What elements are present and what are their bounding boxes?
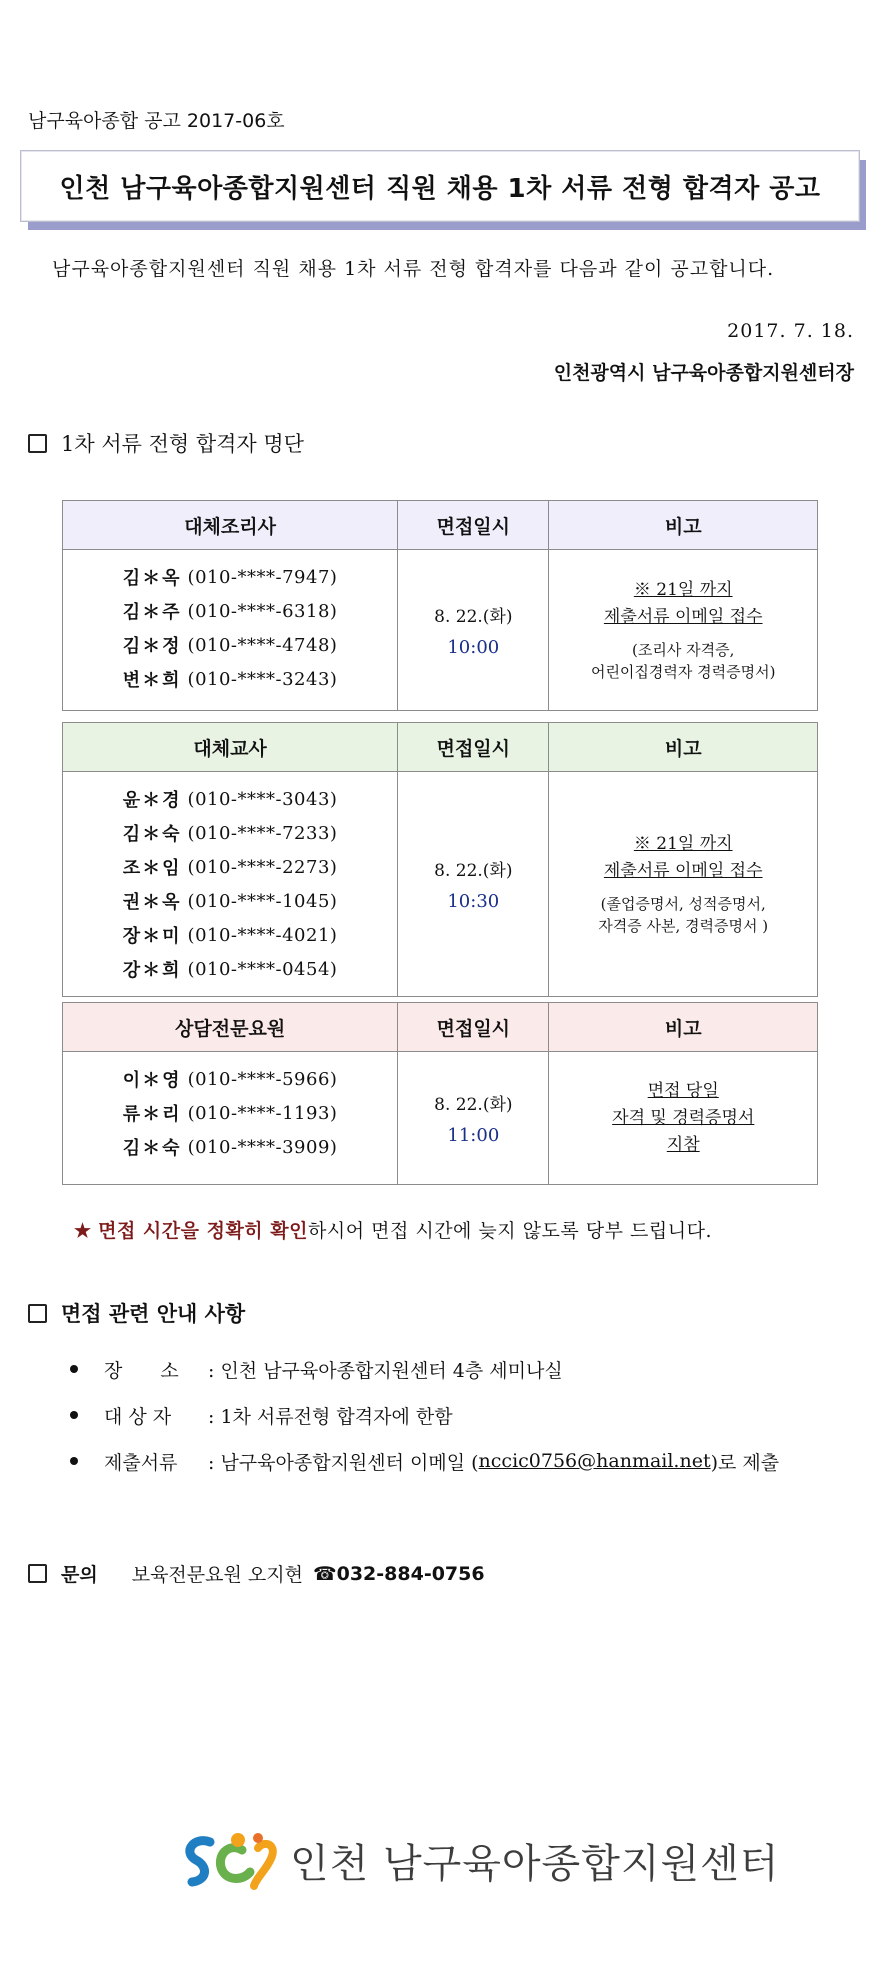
- list-item: 이＊영 (010-****-5966): [122, 1068, 338, 1091]
- list-item: [70, 1346, 779, 1392]
- checkbox-square-icon: [28, 1564, 47, 1583]
- remarks-cell: [549, 1052, 818, 1185]
- remark-detail: (조리사 자격증,: [632, 641, 735, 659]
- section-interview-info-heading: [28, 1298, 245, 1328]
- info-label: 제출서류: [104, 1451, 178, 1474]
- list-item: 김＊옥 (010-****-7947): [122, 566, 338, 589]
- list-item: 김＊정 (010-****-4748): [122, 634, 338, 657]
- interview-datetime-cell: [398, 772, 549, 997]
- list-item: 김＊숙 (010-****-3909): [122, 1136, 338, 1159]
- info-value: )로 제출: [710, 1451, 780, 1474]
- page-title: 인천 남구육아종합지원센터 직원 채용 1차 서류 전형 합격자 공고: [20, 150, 860, 222]
- list-item: 권＊옥 (010-****-1045): [122, 890, 338, 913]
- list-item: 변＊희 (010-****-3243): [122, 668, 338, 691]
- interview-date: 8. 22.(화): [434, 607, 513, 627]
- remark-line: ※ 21일 까지: [633, 580, 733, 600]
- list-item: 윤＊경 (010-****-3043): [122, 788, 338, 811]
- checkbox-square-icon: [28, 1304, 47, 1323]
- warning-notice: [74, 1216, 712, 1243]
- remarks-header: 비고: [549, 501, 818, 550]
- names-cell: [63, 772, 398, 997]
- contact-person: 보육전문요원 오지현: [131, 1564, 303, 1586]
- interview-info-list: [70, 1346, 779, 1484]
- names-cell: [63, 1052, 398, 1185]
- interview-date: 8. 22.(화): [434, 1095, 513, 1115]
- interview-time: 10:00: [447, 637, 500, 658]
- warning-text: 하시어 면접 시간에 늦지 않도록 당부 드립니다.: [307, 1220, 712, 1242]
- interview-time: 10:30: [447, 891, 500, 912]
- notice-number: 남구육아종합 공고 2017-06호: [28, 110, 285, 132]
- contact-phone: ☎032-884-0756: [312, 1562, 485, 1585]
- list-item: [70, 1438, 779, 1484]
- info-value: : 남구육아종합지원센터 이메일 (: [208, 1451, 479, 1474]
- intro-text: 남구육아종합지원센터 직원 채용 1차 서류 전형 합격자를 다음과 같이 공고합니다.: [52, 258, 775, 280]
- warning-emphasis: 면접 시간을 정확히 확인: [98, 1220, 308, 1242]
- section-info-label: 면접 관련 안내 사항: [61, 1302, 246, 1326]
- info-value: : 1차 서류전형 합격자에 한함: [208, 1405, 453, 1428]
- center-logo-icon: [180, 1828, 280, 1892]
- remark-line: 자격 및 경력증명서: [612, 1107, 755, 1128]
- roster-table-teacher: [62, 722, 818, 997]
- remarks-header: 비고: [549, 723, 818, 772]
- position-header: 대체교사: [63, 723, 398, 772]
- info-value: : 인천 남구육아종합지원센터 4층 세미나실: [208, 1359, 563, 1382]
- remark-detail: 어린이집경력자 경력증명서): [590, 663, 776, 681]
- remark-detail: 자격증 사본, 경력증명서 ): [598, 917, 769, 935]
- list-item: 김＊숙 (010-****-7233): [122, 822, 338, 845]
- bullet-icon: [70, 1411, 78, 1419]
- remarks-header: 비고: [549, 1003, 818, 1052]
- checkbox-square-icon: [28, 434, 47, 453]
- info-label: 대 상 자: [104, 1405, 172, 1428]
- remark-line: 제출서류 이메일 접수: [603, 607, 763, 627]
- interview-datetime-header: 면접일시: [398, 723, 549, 772]
- interview-time: 11:00: [447, 1125, 500, 1146]
- roster-table-cook: [62, 500, 818, 711]
- names-cell: [63, 550, 398, 711]
- logo-text: 인천 남구육아종합지원센터: [290, 1840, 780, 1887]
- contact-line: [28, 1560, 485, 1587]
- list-item: 류＊리 (010-****-1193): [122, 1102, 338, 1125]
- list-item: 장＊미 (010-****-4021): [122, 924, 338, 947]
- list-item: 김＊주 (010-****-6318): [122, 600, 338, 623]
- position-header: 대체조리사: [63, 501, 398, 550]
- remark-detail: (졸업증명서, 성적증명서,: [600, 895, 766, 913]
- interview-datetime-cell: [398, 550, 549, 711]
- star-icon: ★: [74, 1220, 92, 1242]
- interview-datetime-header: 면접일시: [398, 1003, 549, 1052]
- list-item: 조＊임 (010-****-2273): [122, 856, 338, 879]
- remark-line: 지참: [666, 1134, 700, 1155]
- interview-datetime-header: 면접일시: [398, 501, 549, 550]
- contact-label: 문의: [61, 1564, 98, 1586]
- interview-datetime-cell: [398, 1052, 549, 1185]
- center-logo: [180, 1828, 779, 1892]
- info-label: 장 소: [104, 1359, 179, 1382]
- issuer: 인천광역시 남구육아종합지원센터장: [553, 362, 854, 384]
- remark-line: 면접 당일: [647, 1080, 719, 1101]
- email-link[interactable]: nccic0756@hanmail.net: [478, 1450, 711, 1472]
- remark-line: ※ 21일 까지: [633, 834, 733, 854]
- remarks-cell: [549, 550, 818, 711]
- remark-line: 제출서류 이메일 접수: [603, 861, 763, 881]
- list-item: [70, 1392, 779, 1438]
- list-item: 강＊희 (010-****-0454): [122, 958, 338, 981]
- roster-table-counselor: [62, 1002, 818, 1185]
- bullet-icon: [70, 1457, 78, 1465]
- remarks-cell: [549, 772, 818, 997]
- position-header: 상담전문요원: [63, 1003, 398, 1052]
- section-roster-label: 1차 서류 전형 합격자 명단: [61, 432, 304, 456]
- interview-date: 8. 22.(화): [434, 861, 513, 881]
- section-roster-heading: [28, 428, 304, 458]
- notice-date: 2017. 7. 18.: [727, 320, 854, 342]
- bullet-icon: [70, 1365, 78, 1373]
